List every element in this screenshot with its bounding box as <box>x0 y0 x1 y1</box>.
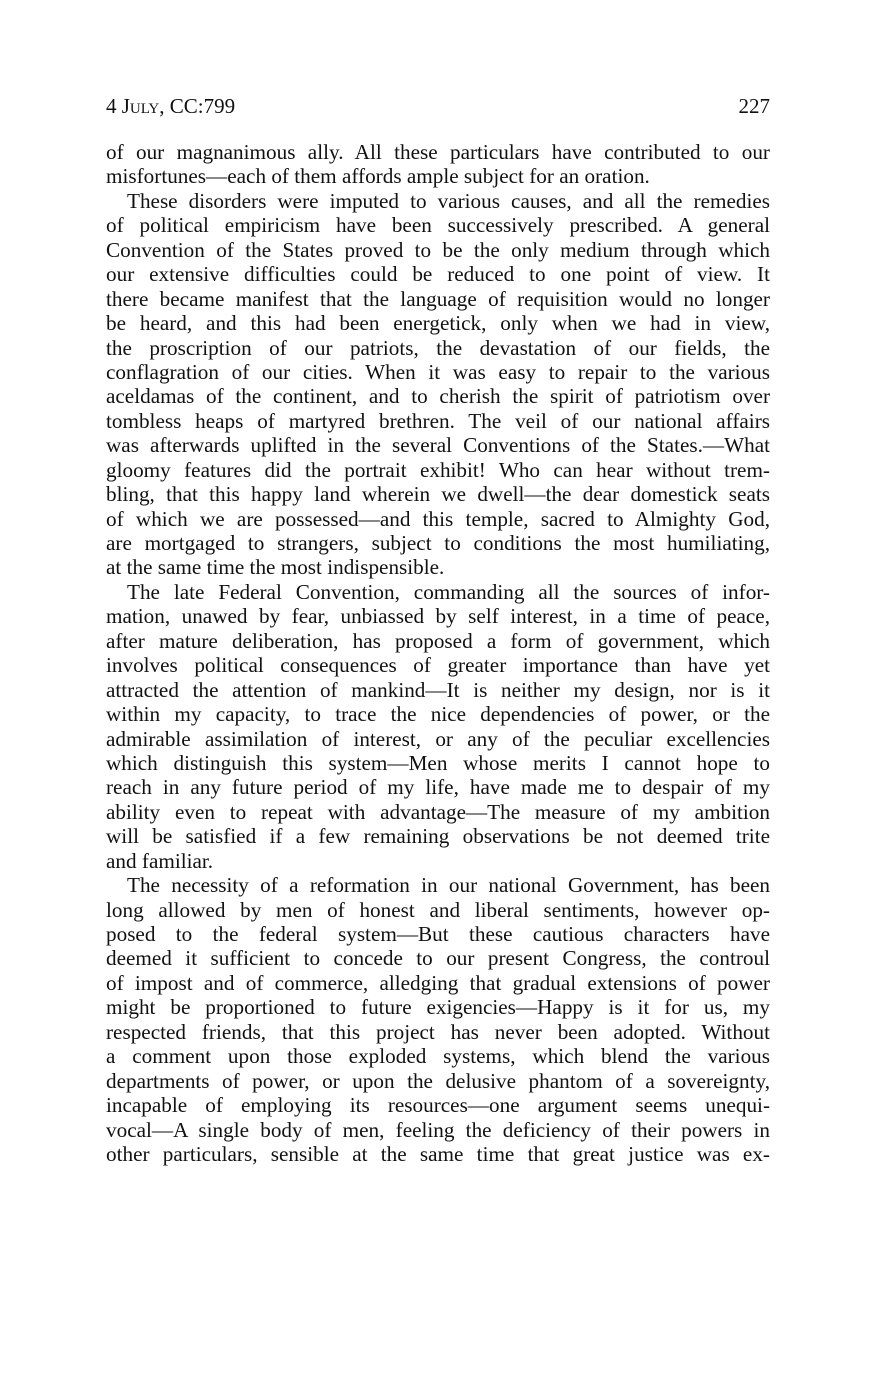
paragraph <box>106 189 770 580</box>
text-line: will be satisfied if a few remaining observations be not deemed trite <box>106 824 770 849</box>
text-line: aceldamas of the continent, and to cherish the spirit of patriotism over <box>106 384 770 409</box>
text-line: vocal—A single body of men, feeling the deficiency of their powers in <box>106 1117 770 1142</box>
text-line: incapable of employing its resources—one argument seems unequi- <box>106 1093 770 1118</box>
text-line: misfortunes—each of them affords ample subject for an oration. <box>106 164 650 189</box>
text-line: there became manifest that the language of requisition would no longer <box>106 286 770 311</box>
text-line: the proscription of our patriots, the devastation of our fields, the <box>106 335 770 360</box>
text-line: of political empiricism have been successively prescribed. A general <box>106 213 770 238</box>
text-line: involves political consequences of greater importance than have yet <box>106 653 770 678</box>
text-line: admirable assimilation of interest, or any of the peculiar excellencies <box>106 726 770 751</box>
text-line: within my capacity, to trace the nice dependencies of power, or the <box>106 702 770 727</box>
running-head-day: 4 <box>106 94 122 118</box>
body-text <box>106 140 770 1166</box>
text-line: which distinguish this system—Men whose merits I cannot hope to <box>106 750 770 775</box>
text-line: departments of power, or upon the delusive phantom of a sovereignty, <box>106 1068 770 1093</box>
running-head-document-number: , CC:799 <box>159 94 236 118</box>
text-line: might be proportioned to future exigencies—Happy is it for us, my <box>106 995 770 1020</box>
text-line: of which we are possessed—and this temple, sacred to Almighty God, <box>106 506 770 531</box>
text-line: a comment upon those exploded systems, which blend the various <box>106 1044 770 1069</box>
text-line: mation, unawed by fear, unbiassed by self interest, in a time of peace, <box>106 604 770 629</box>
text-line: are mortgaged to strangers, subject to conditions the most humiliating, <box>106 531 770 555</box>
running-head-date-reference <box>106 91 235 121</box>
text-line: The necessity of a reformation in our national Government, has been <box>127 873 770 898</box>
text-line: of impost and of commerce, alledging that gradual extensions of power <box>106 970 770 995</box>
text-line: These disorders were imputed to various causes, and all the remedies <box>127 188 770 213</box>
running-head-month: July <box>121 94 160 118</box>
text-line: deemed it sufficient to concede to our present Congress, the controul <box>106 946 770 971</box>
paragraph <box>106 580 770 873</box>
text-line: be heard, and this had been energetick, only when we had in view, <box>106 311 770 336</box>
text-line: gloomy features did the portrait exhibit! Who can hear without trem- <box>106 457 770 482</box>
text-line: at the same time the most indispensible. <box>106 555 445 580</box>
text-line: respected friends, that this project has never been adopted. Without <box>106 1019 770 1044</box>
text-line: was afterwards uplifted in the several Conventions of the States.—What <box>106 433 770 458</box>
text-line: Convention of the States proved to be the only medium through which <box>106 237 770 262</box>
text-line: and familiar. <box>106 848 214 873</box>
text-line: other particulars, sensible at the same time that great justice was ex- <box>106 1141 770 1166</box>
page-number: 227 <box>738 94 770 118</box>
text-line: The late Federal Convention, commanding all the sources of infor- <box>127 579 770 604</box>
text-line: reach in any future period of my life, have made me to despair of my <box>106 775 770 800</box>
paragraph <box>106 873 770 1166</box>
text-line: bling, that this happy land wherein we dwell—the dear domestick seats <box>106 482 770 507</box>
paragraph <box>106 140 770 189</box>
text-line: posed to the federal system—But these cautious characters have <box>106 922 770 946</box>
text-line: ability even to repeat with advantage—The measure of my ambition <box>106 799 770 824</box>
text-line: our extensive difficulties could be reduced to one point of view. It <box>106 262 770 287</box>
text-line: after mature deliberation, has proposed a form of government, which <box>106 628 770 653</box>
running-head <box>106 91 770 121</box>
text-line: attracted the attention of mankind—It is neither my design, nor is it <box>106 677 770 702</box>
text-line: tombless heaps of martyred brethren. The veil of our national affairs <box>106 408 770 433</box>
text-line: of our magnanimous ally. All these particulars have contributed to our <box>106 140 770 164</box>
text-line: long allowed by men of honest and liberal sentiments, however op- <box>106 897 770 922</box>
text-line: conflagration of our cities. When it was easy to repair to the various <box>106 359 770 384</box>
